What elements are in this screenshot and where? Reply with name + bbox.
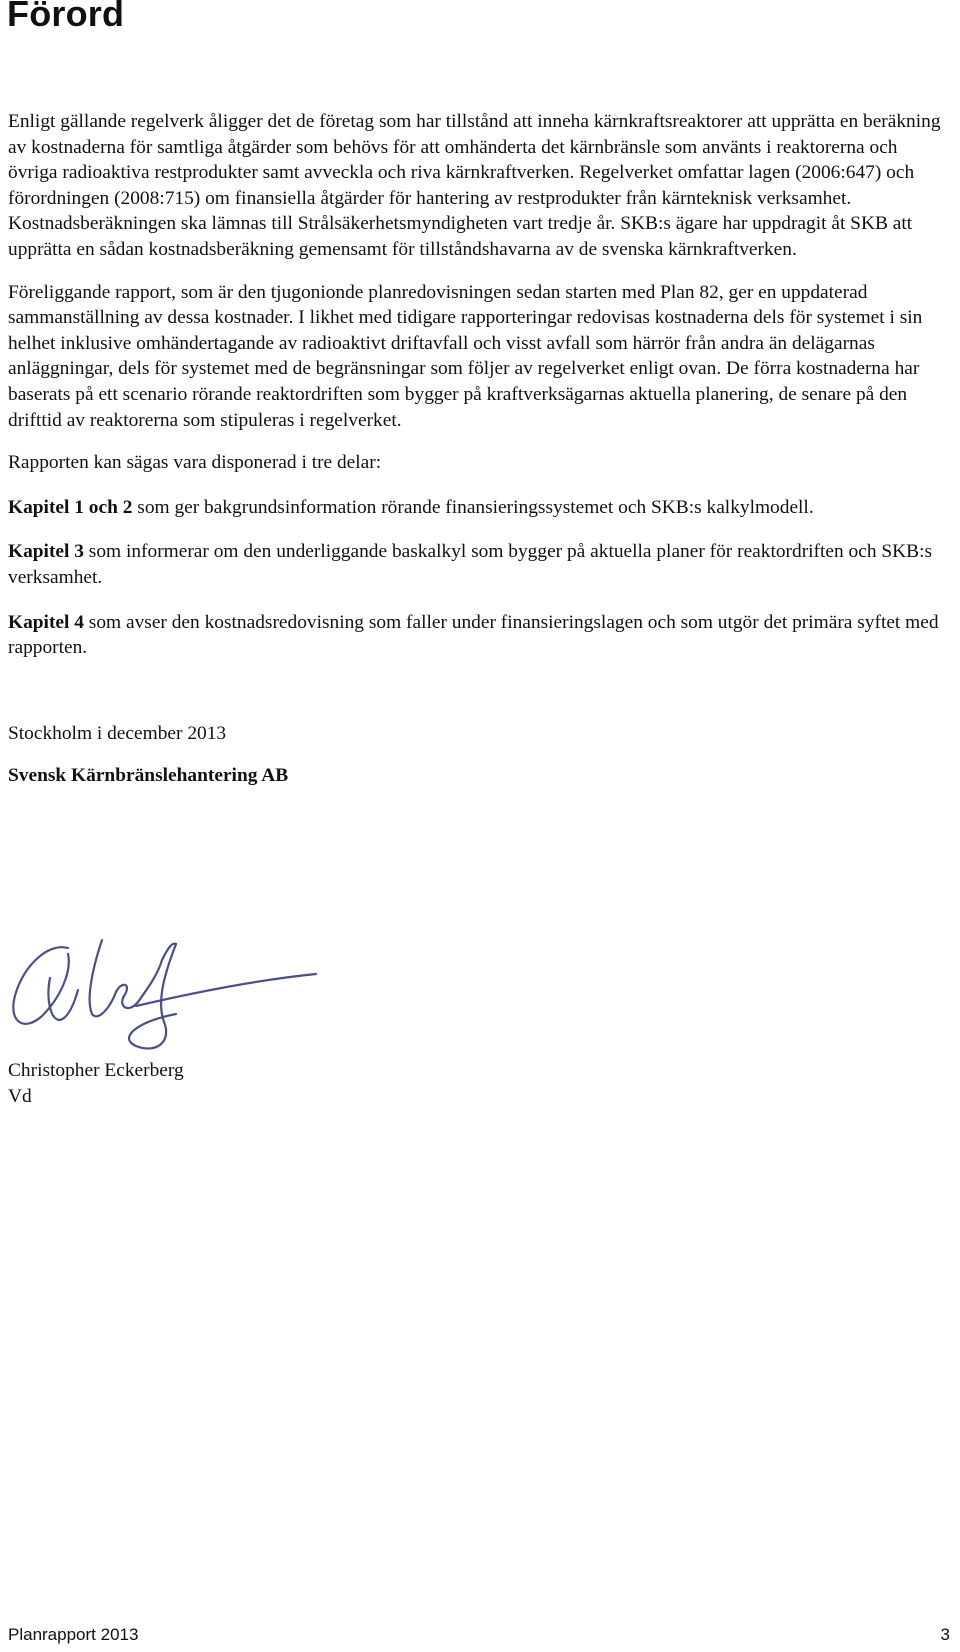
place-date: Stockholm i december 2013	[8, 722, 227, 744]
signer-block	[8, 1058, 184, 1109]
paragraph-report-overview: Föreliggande rapport, som är den tjugonionde planredovisningen sedan starten med Plan 82, ger en uppdaterad sammanställning av dessa kostnader. I likhet med tidigare rapporteringar redovisas kostnaderna dels för systemet i sin helhet inklusive omhändertagande av radioaktivt driftavfall och visst avfall som härrör från andra än delägarnas anläggningar, dels för systemet med de begränsningar som följer av regelverket enligt ovan. De förra kostnaderna har baserats på ett scenario rörande reaktordriften som bygger på kraftverksägarnas aktuella planering, de senare på den drifttid av reaktorerna som stipuleras i regelverket.	[8, 281, 923, 431]
chapter-label: Kapitel 3	[8, 541, 84, 563]
chapter-item	[8, 539, 946, 590]
signer-title: Vd	[8, 1085, 32, 1107]
body-text	[8, 109, 946, 789]
chapter-description: som avser den kostnadsredovisning som faller under finansieringslagen och som utgör det primära syftet med rapporten.	[8, 611, 939, 659]
chapter-description: som ger bakgrundsinformation rörande finansieringssystemet och SKB:s kalkylmodell.	[132, 496, 814, 518]
footer-report-name: Planrapport 2013	[8, 1625, 139, 1644]
page-title: Förord	[7, 0, 125, 34]
signer-name: Christopher Eckerberg	[8, 1060, 184, 1081]
paragraph-structure-intro: Rapporten kan sägas vara disponerad i tre delar:	[8, 452, 382, 474]
company-name: Svensk Kärnbränslehantering AB	[8, 765, 289, 787]
chapter-label: Kapitel 4	[8, 611, 84, 633]
paragraph-regulations: Enligt gällande regelverk åligger det de företag som har tillstånd att inneha kärnkraftsreaktorer att upprätta en beräkning av kostnaderna för samtliga åtgärder som behövs för att omhänderta det kärnbränsle som använts i reaktorerna och övriga radioaktiva restprodukter samt avveckla och riva kärnkraftverken. Regelverket omfattar lagen (2006:647) och förordningen (2008:715) om finansiella åtgärder för hantering av restprodukter från kärnteknisk verksamhet. Kostnadsberäkningen ska lämnas till Strålsäkerhetsmyndigheten vart tredje år. SKB:s ägare har uppdragit åt SKB att upprätta en sådan kostnadsberäkning gemensamt för tillståndshavarna av de svenska kärnkraftverken.	[8, 111, 941, 260]
chapter-item	[8, 495, 946, 521]
signature-icon	[6, 930, 326, 1060]
chapter-description: som informerar om den underliggande baskalkyl som bygger på aktuella planer för reaktordriften och SKB:s verksamhet.	[8, 541, 933, 588]
chapter-label: Kapitel 1 och 2	[8, 496, 133, 518]
footer-page-number: 3	[940, 1625, 950, 1644]
chapter-item	[8, 610, 946, 661]
